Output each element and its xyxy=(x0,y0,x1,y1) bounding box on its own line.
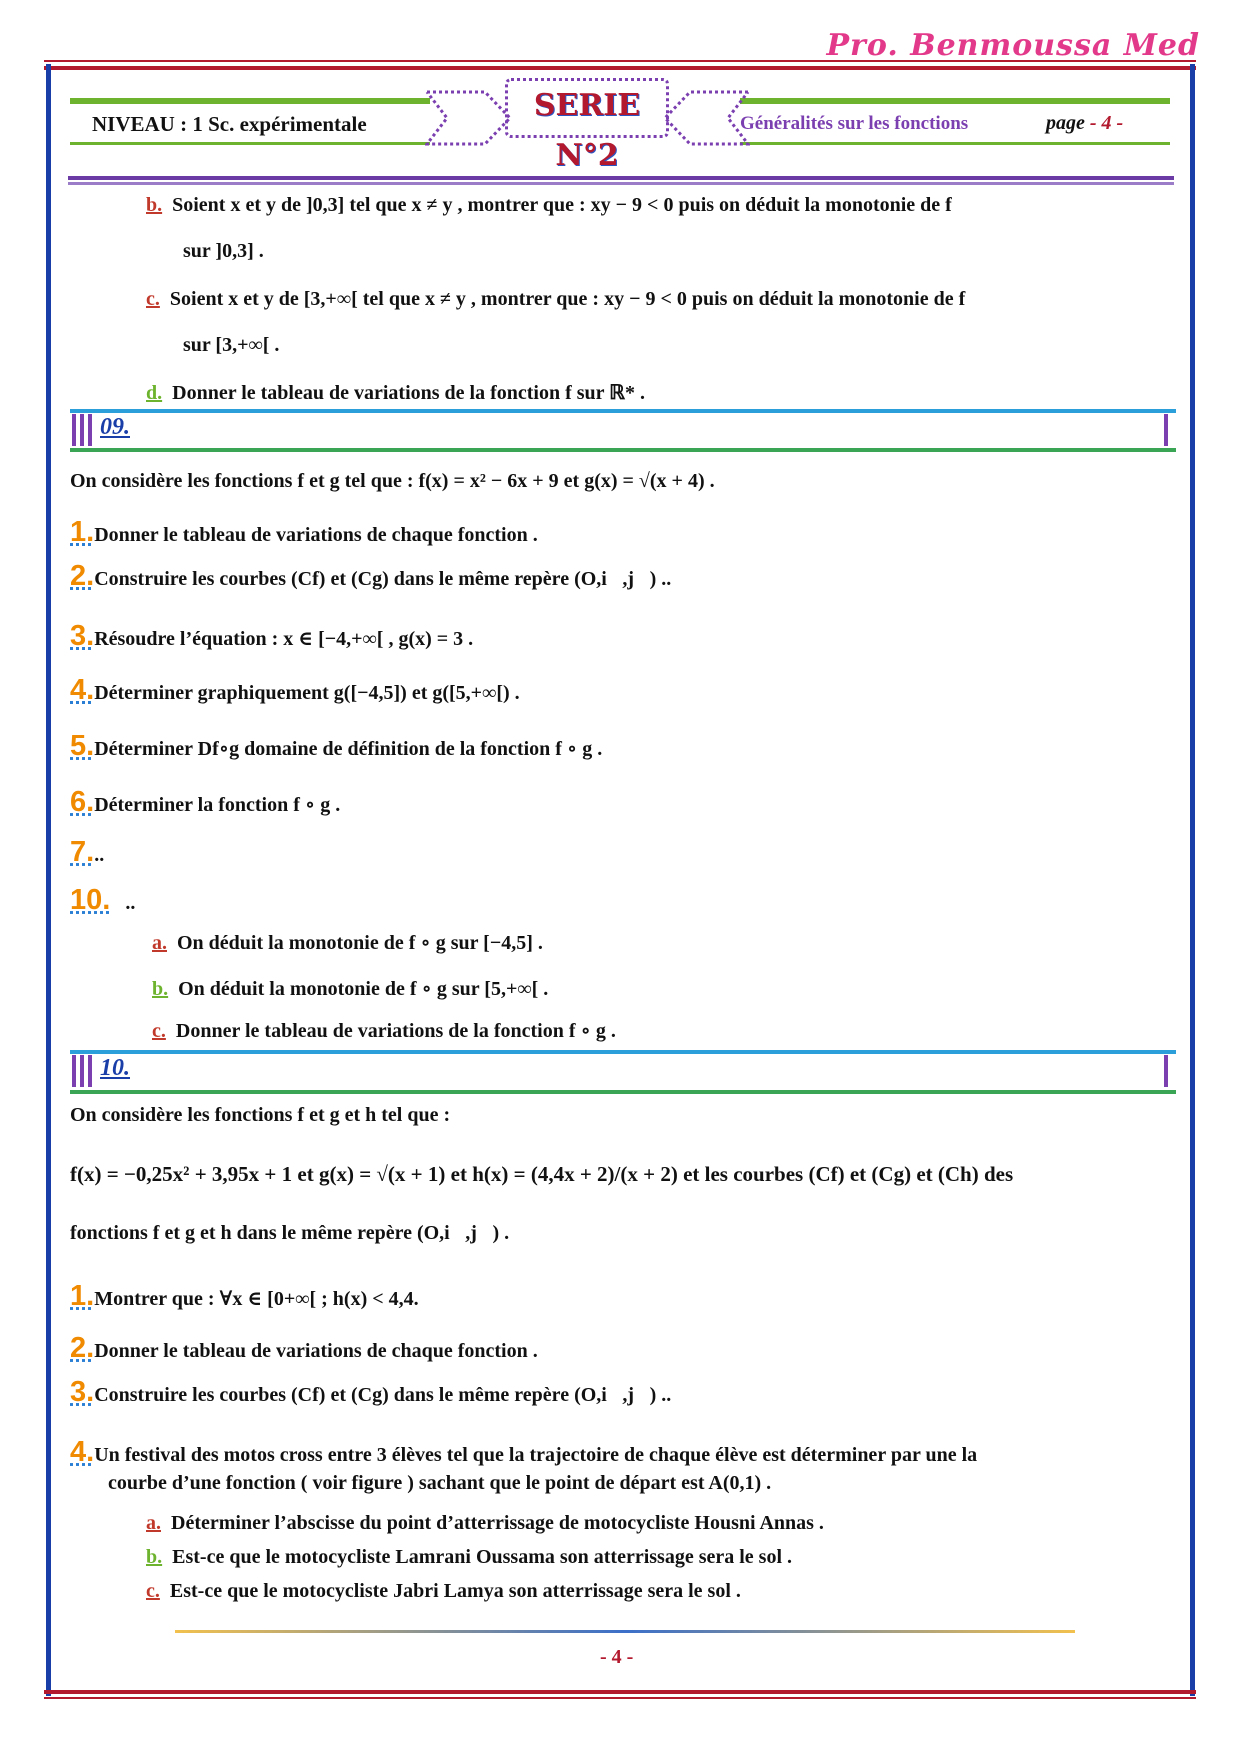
ex10-number: 10. xyxy=(100,1055,130,1081)
prev-item-b xyxy=(146,194,952,217)
ex09-item xyxy=(70,516,538,549)
item-text: Déterminer la fonction f ∘ g . xyxy=(94,794,341,816)
header-bar-left xyxy=(70,98,430,104)
sub-letter: a. xyxy=(152,932,167,954)
prev-c-text: Soient x et y de [3,+∞[ tel que x ≠ y , montrer que : xy − 9 < 0 puis on déduit la monotonie de f xyxy=(169,288,966,310)
sub-text: On déduit la monotonie de f ∘ g sur [−4,5] . xyxy=(177,932,543,954)
sub-letter: c. xyxy=(152,1020,166,1042)
item-number: 10. xyxy=(70,884,111,916)
frame-bottom-line xyxy=(44,1690,1196,1694)
ex09-item xyxy=(70,730,602,763)
series-title: SERIE N°2 xyxy=(505,78,669,138)
item-number: 1. xyxy=(70,1280,95,1312)
item-number: 2. xyxy=(70,560,95,592)
ex09-mark-left-3 xyxy=(88,414,92,446)
item-text: Résoudre l’équation : x ∈ [−4,+∞[ , g(x) = 3 . xyxy=(94,628,474,650)
ex10-intro: On considère les fonctions f et g et h tel que : xyxy=(70,1104,451,1126)
prev-b-letter: b. xyxy=(146,194,163,216)
header-arrow-right xyxy=(660,88,750,148)
ex10-mark-left xyxy=(72,1055,76,1087)
prev-d-letter: d. xyxy=(146,382,163,404)
item-number: 2. xyxy=(70,1332,95,1364)
level-label: NIVEAU : 1 Sc. expérimentale xyxy=(92,112,367,136)
ex09-number: 09. xyxy=(100,414,130,440)
ex09-mark-left-2 xyxy=(80,414,84,446)
footer-divider xyxy=(175,1630,1075,1633)
item-text: Déterminer Df∘g domaine de définition de la fonction f ∘ g . xyxy=(94,738,603,760)
ex09-mark-right xyxy=(1164,414,1168,446)
item-text: Construire les courbes (Cf) et (Cg) dans le même repère (O,i⃗,j⃗) .. xyxy=(94,1384,672,1406)
ex10-mark-left-3 xyxy=(88,1055,92,1087)
prev-item-d xyxy=(146,380,645,405)
ex09-sub-item xyxy=(152,976,548,1001)
sub-letter: b. xyxy=(152,978,169,1000)
sub-text: Donner le tableau de variations de la fonction f ∘ g . xyxy=(175,1020,616,1042)
ex09-item xyxy=(70,884,135,917)
sub-letter: b. xyxy=(146,1546,163,1568)
sub-letter: c. xyxy=(146,1580,160,1602)
sub-letter: a. xyxy=(146,1512,161,1534)
item-number: 6. xyxy=(70,786,95,818)
ex10-sub-item xyxy=(146,1512,824,1535)
header-bar-right-2 xyxy=(740,142,1170,145)
ex10-bar-top xyxy=(70,1050,1176,1054)
header-divider-2 xyxy=(68,182,1174,185)
item-text: Donner le tableau de variations de chaque fonction . xyxy=(94,524,538,546)
item-text: Un festival des motos cross entre 3 élèves tel que la trajectoire de chaque élève est déterminer par une la xyxy=(94,1444,978,1466)
item-number: 4. xyxy=(70,1436,95,1468)
ex10-item xyxy=(70,1436,977,1469)
ex09-item xyxy=(70,620,473,653)
ex10-mark-left-2 xyxy=(80,1055,84,1087)
item-text: .. xyxy=(94,844,105,866)
header-arrow-left xyxy=(425,88,515,148)
ex09-bar-top xyxy=(70,409,1176,413)
header-divider xyxy=(68,176,1174,180)
header-bar-left-2 xyxy=(70,142,430,145)
ex09-sub-item xyxy=(152,1018,616,1043)
ex10-formula-2: fonctions f et g et h dans le même repère (O,i⃗,j⃗) . xyxy=(70,1222,510,1244)
ex10-bar-bottom xyxy=(70,1090,1176,1094)
author-signature: Pro. Benmoussa Med xyxy=(826,28,1200,63)
sub-text: On déduit la monotonie de f ∘ g sur [5,+∞[ . xyxy=(178,978,549,1000)
prev-item-c xyxy=(146,288,965,311)
prev-d-text: Donner le tableau de variations de la fonction f sur ℝ* . xyxy=(172,382,646,404)
item-text: Déterminer graphiquement g([−4,5]) et g([5,+∞[) . xyxy=(94,682,520,704)
ex10-item xyxy=(70,1332,538,1365)
prev-b-text: Soient x et y de ]0,3] tel que x ≠ y , montrer que : xy − 9 < 0 puis on déduit la monotonie de f xyxy=(172,194,952,216)
frame-left-border xyxy=(46,64,51,1696)
ex09-sub-item xyxy=(152,930,543,955)
item-text: .. xyxy=(125,892,136,914)
sub-text: Déterminer l’abscisse du point d’atterrissage de motocycliste Housni Annas . xyxy=(171,1512,824,1534)
prev-c-line2: sur [3,+∞[ . xyxy=(183,334,280,356)
frame-right-border xyxy=(1190,64,1195,1696)
ex09-item xyxy=(70,560,671,593)
frame-top-line-2 xyxy=(44,66,1196,70)
ex10-formula: f(x) = −0,25x² + 3,95x + 1 et g(x) = √(x + 1) et h(x) = (4,4x + 2)/(x + 2) et les courbes (Cf) et (Cg) et (Ch) des xyxy=(70,1162,1014,1186)
frame-bottom-line-2 xyxy=(44,1697,1196,1699)
item-number: 3. xyxy=(70,1376,95,1408)
item-text: Construire les courbes (Cf) et (Cg) dans le même repère (O,i⃗,j⃗) .. xyxy=(94,568,672,590)
ex10-item xyxy=(70,1280,419,1313)
topic-label: Généralités sur les fonctions xyxy=(740,113,969,134)
ex10-mark-right xyxy=(1164,1055,1168,1087)
footer-page-number: - 4 - xyxy=(600,1646,634,1668)
sub-text: Est-ce que le motocycliste Jabri Lamya son atterrissage sera le sol . xyxy=(169,1580,741,1602)
prev-c-letter: c. xyxy=(146,288,160,310)
item-text: Donner le tableau de variations de chaque fonction . xyxy=(94,1340,538,1362)
ex10-sub-item xyxy=(146,1580,741,1603)
page-indicator xyxy=(1046,112,1123,135)
ex09-item xyxy=(70,836,104,869)
ex09-bar-bottom xyxy=(70,448,1176,452)
sub-text: Est-ce que le motocycliste Lamrani Oussama son atterrissage sera le sol . xyxy=(172,1546,793,1568)
page-label: page xyxy=(1046,112,1085,134)
item-number: 7. xyxy=(70,836,95,868)
ex10-item4-line2: courbe d’une fonction ( voir figure ) sachant que le point de départ est A(0,1) . xyxy=(108,1472,772,1494)
item-text: Montrer que : ∀x ∈ [0+∞[ ; h(x) < 4,4. xyxy=(94,1288,419,1310)
ex09-item xyxy=(70,786,340,819)
item-number: 3. xyxy=(70,620,95,652)
ex09-intro: On considère les fonctions f et g tel que : f(x) = x² − 6x + 9 et g(x) = √(x + 4) . xyxy=(70,470,715,492)
ex10-item xyxy=(70,1376,671,1409)
item-number: 4. xyxy=(70,674,95,706)
header-bar-right xyxy=(740,98,1170,104)
ex10-sub-item xyxy=(146,1546,792,1569)
item-number: 1. xyxy=(70,516,95,548)
prev-b-line2: sur ]0,3] . xyxy=(183,240,264,262)
item-number: 5. xyxy=(70,730,95,762)
page-number: - 4 - xyxy=(1089,112,1124,134)
ex09-item xyxy=(70,674,520,707)
ex09-mark-left xyxy=(72,414,76,446)
